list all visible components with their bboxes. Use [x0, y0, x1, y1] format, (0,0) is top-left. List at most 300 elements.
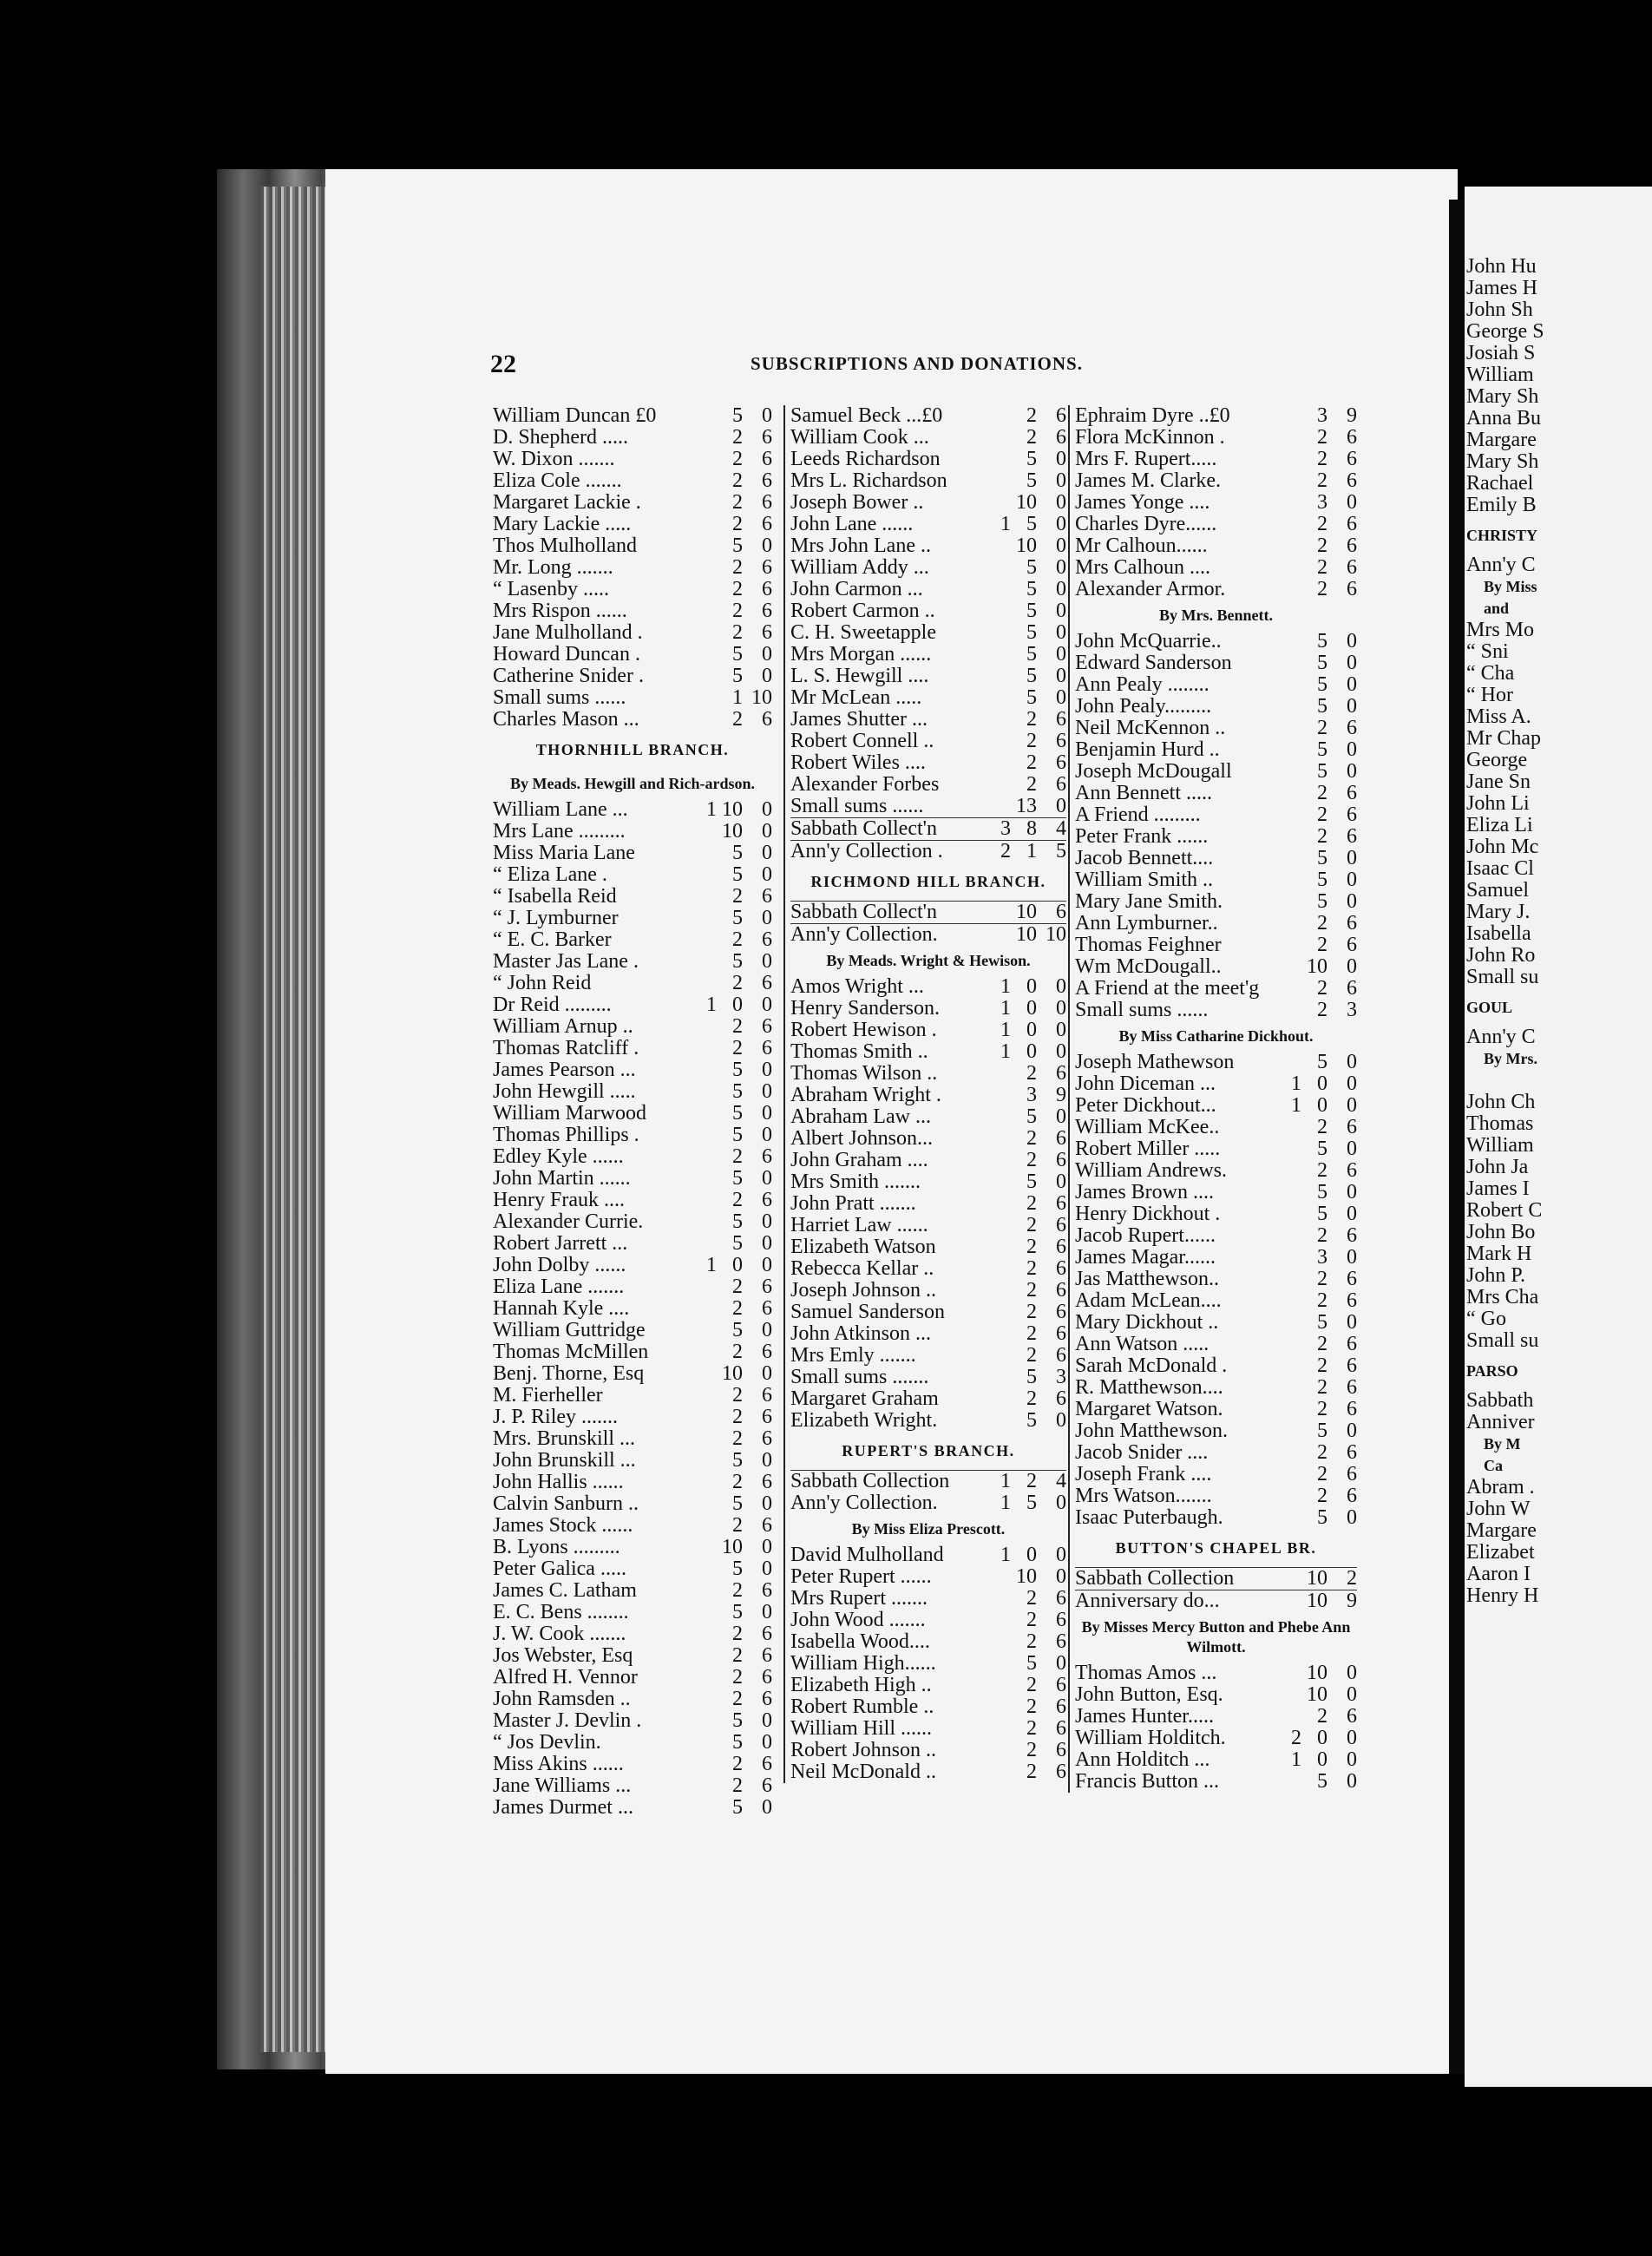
subscriber-name: Mrs L. Richardson — [790, 470, 947, 492]
subscription-row — [1075, 631, 1357, 653]
amount-pence: 4 — [1056, 817, 1066, 840]
subscription-row — [493, 449, 772, 470]
amount-pounds — [988, 535, 1011, 557]
subscriber-name: Mrs Watson....... — [1075, 1485, 1212, 1507]
amount-pounds — [1279, 935, 1301, 956]
subscriber-name: Thomas Amos ... — [1075, 1662, 1217, 1684]
subscriber-name: Margaret Watson. — [1075, 1399, 1223, 1420]
amount-pence: 0 — [1056, 1652, 1066, 1675]
amount-shillings: 2 — [1317, 1485, 1328, 1507]
amount-pence: 6 — [1347, 782, 1357, 804]
amount-pence: 0 — [762, 950, 772, 973]
amount-pounds — [694, 1515, 717, 1537]
amount-pounds — [694, 644, 717, 666]
amount-shillings: 5 — [732, 1731, 743, 1754]
amount-pence: 6 — [1347, 556, 1357, 579]
amount-shillings: 2 — [732, 600, 743, 622]
subscription-row — [1075, 718, 1357, 739]
subscriber-name: Ann Pealy ........ — [1075, 674, 1210, 696]
subscriber-name: Robert Miller ..... — [1075, 1138, 1221, 1160]
amount-pounds — [694, 1298, 717, 1320]
subscription-row — [1075, 1590, 1357, 1612]
amount-shillings: 2 — [732, 708, 743, 731]
subscriber-name: “ J. Lymburner — [493, 908, 619, 929]
amount-pounds — [694, 1320, 717, 1341]
amount-pounds — [988, 1128, 1011, 1150]
amount-pounds: 1 — [706, 994, 717, 1016]
subscriber-name: Mrs Calhoun .... — [1075, 557, 1210, 579]
subscriber-name: John Hu — [1466, 255, 1537, 278]
amount-shillings: 2 — [1026, 708, 1037, 731]
amount-pounds — [694, 1125, 717, 1146]
amount-pence: 6 — [762, 1427, 772, 1450]
amount-shillings: 2 — [732, 448, 743, 470]
subscription-row — [1075, 405, 1357, 427]
amount-shillings: 2 — [732, 885, 743, 908]
amount-shillings: 2 — [732, 1623, 743, 1645]
amount-shillings: 2 — [732, 1037, 743, 1059]
subscriber-name: William Marwood — [493, 1103, 646, 1125]
subscription-row — [790, 1041, 1066, 1063]
subscriber-name: John Atkinson ... — [790, 1323, 932, 1345]
amount-shillings: 5 — [1026, 578, 1037, 600]
amount-shillings: 2 — [1026, 1387, 1037, 1410]
subscriber-name: Small su — [1466, 966, 1539, 988]
amount-pence: 0 — [1056, 686, 1066, 709]
amount-shillings: 5 — [732, 1492, 743, 1515]
subscription-row — [493, 1081, 772, 1103]
amount-shillings: 8 — [1026, 817, 1037, 840]
amount-pounds — [988, 1367, 1011, 1388]
amount-pence: 6 — [1347, 578, 1357, 600]
amount-shillings: 10 — [1016, 491, 1037, 514]
amount-pence: 6 — [1347, 803, 1357, 826]
amount-pence: 0 — [1347, 1181, 1357, 1203]
amount-pence: 6 — [762, 1384, 772, 1407]
amount-pence: 6 — [1347, 534, 1357, 557]
amount-pence: 6 — [1347, 1376, 1357, 1399]
page-number: 22 — [490, 350, 516, 378]
amount-pence: 0 — [1347, 1094, 1357, 1117]
amount-shillings: 2 — [1317, 534, 1328, 557]
amount-pounds — [1279, 1160, 1301, 1182]
amount-shillings: 2 — [732, 1688, 743, 1710]
subscription-row — [1075, 804, 1357, 826]
subscriber-name: Mrs Emly ....... — [790, 1345, 916, 1367]
amount-shillings: 2 — [1026, 1301, 1037, 1323]
subscriber-name: A Friend at the meet'g — [1075, 978, 1260, 1000]
amount-shillings: 5 — [1026, 1652, 1037, 1675]
amount-pounds — [988, 1171, 1011, 1193]
amount-pounds — [694, 821, 717, 843]
subscriber-name: Edward Sanderson — [1075, 653, 1232, 674]
subscription-row — [790, 535, 1066, 557]
amount-pence: 0 — [1056, 448, 1066, 470]
amount-shillings: 10 — [1016, 901, 1037, 923]
subscriber-name: Anniversary do... — [1075, 1590, 1220, 1612]
amount-pence: 10 — [1046, 923, 1066, 946]
subscriber-name: William Lane ... — [493, 799, 628, 821]
amount-shillings: 2 — [732, 1644, 743, 1667]
amount-shillings: 0 — [1026, 1544, 1037, 1566]
subscription-row — [1075, 913, 1357, 935]
amount-shillings: 5 — [1317, 1138, 1328, 1160]
amount-pence: 6 — [1347, 1463, 1357, 1485]
amount-pounds — [1279, 535, 1301, 557]
amount-pounds — [988, 1696, 1011, 1718]
amount-shillings: 5 — [732, 1124, 743, 1146]
amount-pence: 0 — [762, 1492, 772, 1515]
subscription-row — [790, 687, 1066, 709]
subscriber-name: William Hill ...... — [790, 1718, 933, 1740]
amount-pounds — [694, 1407, 717, 1428]
subscription-row — [790, 1740, 1066, 1761]
amount-shillings: 2 — [732, 928, 743, 951]
subscriber-name: Jacob Snider .... — [1075, 1442, 1209, 1464]
subscriber-name: James Pearson ... — [493, 1059, 636, 1081]
collector-heading: By M — [1484, 1435, 1521, 1453]
subscriber-name: “ E. C. Barker — [493, 929, 612, 951]
subscriber-name: Joseph McDougall — [1075, 761, 1232, 783]
amount-shillings: 5 — [1026, 1366, 1037, 1388]
amount-pence: 0 — [762, 1601, 772, 1623]
amount-shillings: 2 — [732, 1514, 743, 1537]
amount-pence: 6 — [1347, 448, 1357, 470]
subscription-row — [493, 994, 772, 1016]
amount-shillings: 2 — [1026, 1761, 1037, 1783]
collector-heading: By Mrs. Bennett. — [1159, 607, 1273, 624]
amount-pounds: 1 — [1291, 1072, 1301, 1095]
amount-pounds — [988, 405, 1011, 427]
amount-pence: 0 — [1347, 738, 1357, 761]
amount-shillings: 2 — [1026, 1739, 1037, 1761]
subscriber-name: Robert Wiles .... — [790, 752, 926, 774]
subscription-row — [790, 600, 1066, 622]
subscriber-name: Alfred H. Vennor — [493, 1667, 638, 1689]
subscriber-name: James Hunter..... — [1075, 1706, 1214, 1728]
amount-shillings: 5 — [1317, 630, 1328, 653]
amount-pence: 0 — [1347, 491, 1357, 514]
amount-shillings: 1 — [732, 686, 743, 709]
subscription-row — [790, 405, 1066, 427]
subscriber-name: Margare — [1466, 1519, 1537, 1542]
subscriber-name: William — [1466, 364, 1534, 386]
page-header — [325, 350, 1458, 376]
amount-shillings: 2 — [1317, 1441, 1328, 1464]
amount-shillings: 2 — [1317, 825, 1328, 848]
subscription-row — [1075, 891, 1357, 913]
subscription-row — [493, 1276, 772, 1298]
amount-pence: 6 — [762, 578, 772, 600]
subscriber-name: Ann Holditch ... — [1075, 1749, 1210, 1771]
amount-pounds — [1279, 1182, 1301, 1203]
amount-shillings: 2 — [1317, 1705, 1328, 1728]
amount-pence: 6 — [1056, 1214, 1066, 1236]
amount-pounds — [694, 600, 717, 622]
subscriber-name: John Wood ....... — [790, 1610, 926, 1631]
amount-shillings: 5 — [1026, 1409, 1037, 1432]
amount-shillings: 2 — [732, 1276, 743, 1298]
subscriber-name: Mary Lackie ..... — [493, 514, 632, 535]
subscription-row — [790, 1588, 1066, 1610]
amount-shillings: 0 — [1026, 975, 1037, 998]
amount-pence: 6 — [1347, 977, 1357, 1000]
subscriber-name: Mr McLean ..... — [790, 687, 922, 709]
amount-shillings: 2 — [1026, 1344, 1037, 1367]
amount-pounds — [988, 1631, 1011, 1653]
subscriber-name: John Graham .... — [790, 1150, 928, 1171]
subscription-row — [493, 821, 772, 843]
amount-pence: 0 — [1056, 1565, 1066, 1588]
amount-pence: 6 — [762, 1037, 772, 1059]
subscriber-name: William Smith .. — [1075, 869, 1214, 891]
amount-pounds — [1279, 1355, 1301, 1377]
subscription-row — [790, 998, 1066, 1020]
subscription-row — [493, 908, 772, 929]
amount-pence: 0 — [1347, 760, 1357, 783]
subscriber-name: “ Lasenby ..... — [493, 579, 609, 600]
amount-pounds — [694, 666, 717, 687]
subscriber-name: John Hewgill ..... — [493, 1081, 636, 1103]
amount-shillings: 2 — [732, 1427, 743, 1450]
subscription-row — [493, 1190, 772, 1211]
subscription-row — [493, 1103, 772, 1125]
amount-pence: 0 — [762, 1232, 772, 1255]
amount-pence: 6 — [1056, 1695, 1066, 1718]
subscriber-name: William Addy ... — [790, 557, 929, 579]
subscriber-name: Henry Frauk .... — [493, 1190, 625, 1211]
subscription-row — [790, 644, 1066, 666]
amount-pounds — [694, 622, 717, 644]
amount-pence: 6 — [1056, 1739, 1066, 1761]
amount-shillings: 10 — [722, 820, 743, 843]
subscriber-name: Sabbath Collect'n — [790, 818, 937, 840]
subscriber-name: Robert Jarrett ... — [493, 1233, 628, 1255]
subscription-row — [790, 923, 1066, 946]
subscriber-name: Mrs Cha — [1466, 1286, 1539, 1308]
subscription-row — [493, 1363, 772, 1385]
amount-pounds — [694, 1146, 717, 1168]
amount-pence: 3 — [1347, 999, 1357, 1021]
amount-pounds: 1 — [1000, 1040, 1011, 1063]
amount-pounds — [1279, 1312, 1301, 1334]
amount-shillings: 2 — [732, 1341, 743, 1363]
right-page-partial — [1465, 187, 1652, 2087]
amount-pounds — [988, 1761, 1011, 1783]
amount-shillings: 5 — [1317, 869, 1328, 891]
subscriber-name: Jane Williams ... — [493, 1775, 632, 1797]
amount-pence: 0 — [762, 643, 772, 666]
amount-shillings: 3 — [1026, 1084, 1037, 1106]
subscriber-name: Alexander Currie. — [493, 1211, 644, 1233]
amount-pounds — [988, 1106, 1011, 1128]
amount-pence: 0 — [762, 820, 772, 843]
subscription-row — [1075, 470, 1357, 492]
subscriber-name: Henry H — [1466, 1584, 1539, 1607]
amount-pounds — [694, 514, 717, 535]
amount-shillings: 2 — [732, 621, 743, 644]
amount-pence: 6 — [1347, 1398, 1357, 1420]
amount-shillings: 2 — [1317, 977, 1328, 1000]
subscription-row — [790, 901, 1066, 923]
amount-pounds — [1279, 1684, 1301, 1706]
subscriber-name: Henry Dickhout . — [1075, 1203, 1221, 1225]
subscriber-name: John Ramsden .. — [493, 1689, 631, 1710]
amount-pence: 6 — [1347, 1441, 1357, 1464]
amount-pence: 6 — [1347, 469, 1357, 492]
amount-pence: 0 — [762, 1080, 772, 1103]
amount-pence: 4 — [1056, 1470, 1066, 1492]
amount-pence: 6 — [762, 1688, 772, 1710]
amount-pounds — [694, 1211, 717, 1233]
subscription-row — [493, 1667, 772, 1689]
subscription-row — [790, 840, 1066, 862]
subscription-row — [1075, 1377, 1357, 1399]
amount-pounds — [988, 557, 1011, 579]
amount-pounds — [694, 1710, 717, 1732]
amount-pounds — [694, 1667, 717, 1689]
amount-pounds — [988, 731, 1011, 752]
amount-shillings: 5 — [1026, 556, 1037, 579]
subscription-row — [1075, 1442, 1357, 1464]
subscription-row — [1075, 1073, 1357, 1095]
amount-shillings: 2 — [1026, 1236, 1037, 1258]
collector-heading: By Miss — [1484, 578, 1537, 595]
subscription-row — [493, 1298, 772, 1320]
subscription-row — [790, 1675, 1066, 1696]
subscriber-name: John Ch — [1466, 1091, 1536, 1113]
amount-pounds — [694, 973, 717, 994]
subscriber-name: Joseph Johnson .. — [790, 1280, 937, 1302]
amount-shillings: 5 — [1317, 1420, 1328, 1442]
subscriber-name: John Ja — [1466, 1156, 1529, 1178]
subscriber-name: Elizabeth Wright. — [790, 1410, 938, 1432]
subscription-row — [1075, 1749, 1357, 1771]
amount-shillings: 3 — [1317, 1246, 1328, 1269]
amount-pence: 3 — [1056, 1366, 1066, 1388]
amount-pence: 0 — [1056, 665, 1066, 687]
subscriber-name: James I — [1466, 1177, 1530, 1200]
amount-pence: 6 — [1347, 825, 1357, 848]
amount-pounds — [1279, 492, 1301, 514]
amount-pounds — [694, 1038, 717, 1059]
subscription-row — [790, 1410, 1066, 1432]
amount-shillings: 2 — [1026, 1470, 1037, 1492]
amount-shillings: 5 — [732, 1319, 743, 1341]
amount-shillings: 2 — [1317, 426, 1328, 449]
subscription-row — [493, 709, 772, 731]
amount-shillings: 0 — [1317, 1094, 1328, 1117]
subscription-row — [790, 1566, 1066, 1588]
amount-shillings: 2 — [1317, 556, 1328, 579]
amount-pounds — [1279, 1247, 1301, 1269]
subscription-row — [493, 622, 772, 644]
amount-shillings: 0 — [732, 1254, 743, 1276]
amount-pounds — [1279, 579, 1301, 600]
subscription-row — [493, 1515, 772, 1537]
amount-pounds — [1279, 913, 1301, 935]
subscription-row — [790, 1302, 1066, 1323]
amount-pence: 6 — [1056, 1062, 1066, 1085]
amount-shillings: 5 — [1026, 600, 1037, 622]
amount-pence: 6 — [762, 1471, 772, 1493]
subscriber-name: Jane Sn — [1466, 771, 1531, 793]
amount-shillings: 2 — [1317, 513, 1328, 535]
amount-pence: 6 — [1347, 934, 1357, 956]
subscriber-name: Peter Galica ..... — [493, 1558, 626, 1580]
subscriber-name: Peter Rupert ...... — [790, 1566, 932, 1588]
subscription-row — [493, 951, 772, 973]
amount-pence: 6 — [1347, 1485, 1357, 1507]
amount-pounds — [694, 1385, 717, 1407]
subscriber-name: Charles Dyre...... — [1075, 514, 1217, 535]
amount-pence: 6 — [1056, 1674, 1066, 1696]
subscriber-name: William High...... — [790, 1653, 936, 1675]
subscription-row — [493, 557, 772, 579]
amount-pence: 0 — [762, 1210, 772, 1233]
amount-shillings: 0 — [1026, 1019, 1037, 1041]
subscriber-name: Robert Rumble .. — [790, 1696, 934, 1718]
subscriber-name: “ Eliza Lane . — [493, 864, 607, 886]
amount-shillings: 5 — [1317, 652, 1328, 674]
amount-shillings: 10 — [1016, 923, 1037, 946]
amount-shillings: 2 — [732, 972, 743, 994]
subscription-row — [1075, 1464, 1357, 1485]
subscriber-name: Miss Maria Lane — [493, 843, 635, 864]
amount-pence: 0 — [1347, 1420, 1357, 1442]
subscription-row — [1075, 761, 1357, 783]
subscriber-name: John Pealy......... — [1075, 696, 1212, 718]
amount-pounds — [694, 1775, 717, 1797]
subscription-row — [1075, 1247, 1357, 1269]
subscriber-name: Mary Dickhout .. — [1075, 1312, 1219, 1334]
subscriber-name: Ann'y Collection . — [790, 841, 943, 862]
amount-pence: 6 — [1056, 1344, 1066, 1367]
amount-pounds — [1279, 1485, 1301, 1507]
subscriber-name: Small sums ...... — [790, 796, 924, 817]
amount-pence: 6 — [1347, 1159, 1357, 1182]
amount-shillings: 2 — [732, 1753, 743, 1775]
subscription-row — [493, 427, 772, 449]
amount-pounds — [694, 1233, 717, 1255]
subscription-row — [1075, 935, 1357, 956]
amount-pounds — [988, 1236, 1011, 1258]
amount-shillings: 2 — [1026, 1257, 1037, 1280]
amount-pounds — [988, 1063, 1011, 1085]
subscriber-name: John Brunskill ... — [493, 1450, 636, 1472]
collector-heading: By Miss Eliza Prescott. — [851, 1520, 1006, 1538]
subscriber-name: Rachael — [1466, 472, 1534, 495]
subscriber-name: Neil McKennon .. — [1075, 718, 1226, 739]
subscription-row — [1075, 869, 1357, 891]
amount-shillings: 10 — [1307, 1662, 1328, 1684]
amount-pounds — [694, 405, 717, 427]
amount-pence: 6 — [762, 1015, 772, 1038]
amount-shillings: 5 — [732, 863, 743, 886]
amount-pence: 9 — [1056, 1084, 1066, 1106]
amount-pence: 6 — [762, 1514, 772, 1537]
amount-shillings: 2 — [1317, 912, 1328, 935]
amount-shillings: 10 — [722, 1362, 743, 1385]
amount-pence: 0 — [762, 798, 772, 821]
amount-pence: 6 — [1347, 1224, 1357, 1247]
branch-heading: BUTTON'S CHAPEL BR. — [1115, 1539, 1317, 1557]
amount-pence: 6 — [762, 1774, 772, 1797]
subscriber-name: Benjamin Hurd .. — [1075, 739, 1220, 761]
amount-pounds — [1279, 653, 1301, 674]
subscriber-name: Samuel Sanderson — [790, 1302, 945, 1323]
amount-shillings: 1 — [1026, 840, 1037, 862]
